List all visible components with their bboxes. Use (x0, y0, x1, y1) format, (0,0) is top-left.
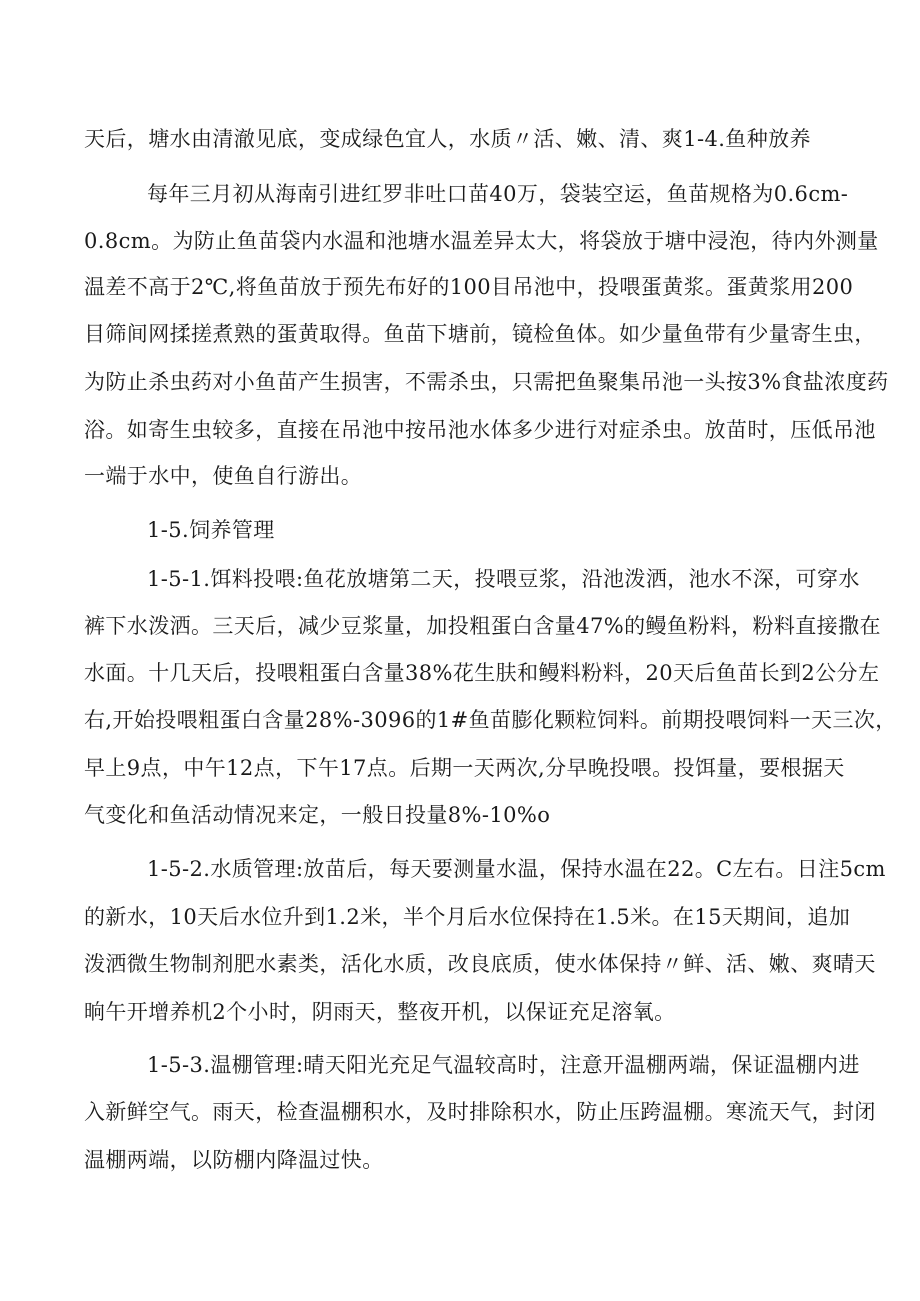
text-line-18: 泼洒微生物制剂肥水素类，活化水质，改良底质，使水体保持〃鲜、活、嫩、爽晴天 (84, 952, 876, 976)
text-line-4: 温差不高于2℃,将鱼苗放于预先布好的100目吊池中，投喂蛋黄浆。蛋黄浆用200 (84, 275, 854, 299)
text-line-12: 水面。十几天后，投喂粗蛋白含量38%花生肤和鳗料粉料，20天后鱼苗长到2公分左 (84, 661, 880, 685)
text-line-16: 1-5-2.水质管理:放苗后，每天要测量水温，保持水温在22。C左右。日注5cm (147, 857, 886, 881)
text-line-3: 0.8cm。为防止鱼苗袋内水温和池塘水温差异太大，将袋放于塘中浸泡，待内外测量 (84, 229, 879, 253)
text-line-7: 浴。如寄生虫较多，直接在吊池中按吊池水体多少进行对症杀虫。放苗时，压低吊池 (84, 418, 876, 442)
text-line-22: 温棚两端，以防棚内降温过快。 (84, 1148, 384, 1172)
text-line-21: 入新鲜空气。雨天，检查温棚积水，及时排除积水，防止压跨温棚。寒流天气，封闭 (84, 1100, 876, 1124)
text-line-1: 天后，塘水由清澈见底，变成绿色宜人，水质〃活、嫩、清、爽1-4.鱼种放养 (84, 127, 811, 151)
text-line-20: 1-5-3.温棚管理:晴天阳光充足气温较高时，注意开温棚两端，保证温棚内进 (147, 1053, 860, 1077)
text-line-10: 1-5-1.饵料投喂:鱼花放塘第二天，投喂豆浆，沿池泼洒，池水不深，可穿水 (147, 567, 860, 591)
text-line-6: 为防止杀虫药对小鱼苗产生损害，不需杀虫，只需把鱼聚集吊池一头按3%食盐浓度药 (84, 370, 889, 394)
text-line-11: 裤下水泼洒。三天后，减少豆浆量，加投粗蛋白含量47%的鳗鱼粉料，粉料直接撒在 (84, 614, 881, 638)
text-line-2: 每年三月初从海南引进红罗非吐口苗40万，袋装空运，鱼苗规格为0.6cm- (147, 182, 849, 206)
text-line-17: 的新水，10天后水位升到1.2米，半个月后水位保持在1.5米。在15天期间，追加 (84, 905, 851, 929)
text-line-13: 右,开始投喂粗蛋白含量28%-3096的1#鱼苗膨化颗粒饲料。前期投喂饲料一天三次， (84, 708, 897, 732)
text-line-19: 晌午开增养机2个小时，阴雨天，整夜开机，以保证充足溶氧。 (84, 1000, 676, 1024)
text-line-5: 目筛间网揉搓煮熟的蛋黄取得。鱼苗下塘前，镜检鱼体。如少量鱼带有少量寄生虫， (84, 322, 876, 346)
text-line-14: 早上9点，中午12点，下午17点。后期一天两次,分早晚投喂。投饵量，要根据天 (84, 756, 845, 780)
text-line-8: 一端于水中，使鱼自行游出。 (84, 464, 363, 488)
section-heading-1-5: 1-5.饲养管理 (147, 518, 275, 542)
text-line-15: 气变化和鱼活动情况来定，一般日投量8%-10%o (84, 803, 551, 827)
